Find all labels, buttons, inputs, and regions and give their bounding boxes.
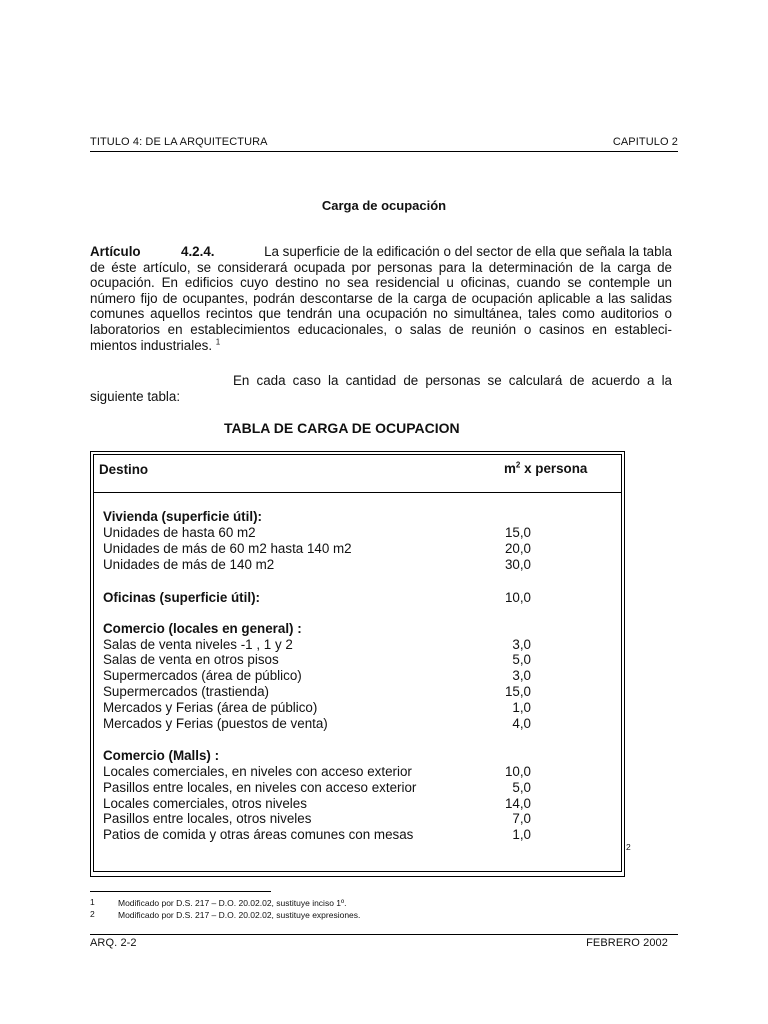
- article-label: Artículo: [90, 244, 141, 259]
- row-value: 15,0: [504, 684, 531, 699]
- row-value: 30,0: [504, 557, 531, 572]
- column-header-persona: x persona: [520, 461, 588, 476]
- article-line: mientos industriales.: [90, 337, 213, 353]
- section-title: Carga de ocupación: [321, 198, 447, 213]
- column-header-m-sup: 2: [515, 460, 521, 470]
- row-label: Pasillos entre locales, en niveles con acceso exterior: [103, 780, 417, 795]
- table-title: TABLA DE CARGA DE OCUPACION: [224, 420, 460, 436]
- row-label: Comercio (locales en general) :: [103, 621, 302, 636]
- article-paragraph: [90, 244, 672, 353]
- footer-left: ARQ. 2-2: [90, 937, 137, 949]
- running-header-left: TITULO 4: DE LA ARQUITECTURA: [90, 136, 268, 148]
- row-label: Mercados y Ferias (área de público): [103, 700, 318, 715]
- row-label: Pasillos entre locales, otros niveles: [103, 811, 312, 826]
- row-label: Vivienda (superficie útil):: [103, 509, 262, 524]
- row-value: 1,0: [512, 700, 531, 715]
- row-label: Mercados y Ferias (puestos de venta): [103, 716, 328, 731]
- article-line: laboratorios en establecimientos educacionales, o salas de reunión o casinos en estableci-: [90, 321, 672, 337]
- row-label: Salas de venta niveles -1 , 1 y 2: [103, 637, 293, 652]
- row-label: Oficinas (superficie útil):: [103, 590, 260, 605]
- footnote-ref-1[interactable]: 1: [215, 337, 221, 347]
- row-label: Comercio (Malls) :: [103, 748, 220, 763]
- row-label: Unidades de más de 60 m2 hasta 140 m2: [103, 541, 352, 556]
- row-value: 10,0: [504, 590, 531, 605]
- row-value: 5,0: [512, 780, 531, 795]
- row-label: Locales comerciales, en niveles con acceso exterior: [103, 764, 412, 779]
- row-label: Salas de venta en otros pisos: [103, 652, 279, 667]
- side-footnote-ref-2[interactable]: 2: [626, 842, 631, 852]
- footer-rule: [90, 934, 678, 935]
- paragraph-2-line-2: siguiente tabla:: [90, 389, 181, 404]
- row-value: 20,0: [504, 541, 531, 556]
- row-value: 1,0: [512, 827, 531, 842]
- row-value: 3,0: [512, 637, 531, 652]
- footnote-number-1: 1: [90, 897, 95, 907]
- row-value: 15,0: [504, 525, 531, 540]
- header-rule: [90, 151, 678, 152]
- article-line: número fijo de ocupantes, podrán descontarse de la carga de ocupación aplicable a las salidas: [90, 290, 672, 306]
- footnote-rule: [90, 891, 271, 892]
- footnote-number-2: 2: [90, 909, 95, 919]
- row-label: Unidades de hasta 60 m2: [103, 525, 256, 540]
- row-label: Supermercados (área de público): [103, 668, 302, 683]
- article-first-line: [90, 244, 672, 260]
- row-label: Locales comerciales, otros niveles: [103, 796, 307, 811]
- footer-right: FEBRERO 2002: [586, 937, 668, 949]
- row-value: 4,0: [512, 716, 531, 731]
- row-label: Patios de comida y otras áreas comunes con mesas: [103, 827, 414, 842]
- article-line: de éste artículo, se considerará ocupada por personas para la determinación de la carga de: [90, 259, 672, 275]
- row-value: 7,0: [512, 811, 531, 826]
- row-label: Unidades de más de 140 m2: [103, 557, 275, 572]
- article-last-line: [90, 338, 672, 354]
- row-value: 5,0: [512, 652, 531, 667]
- row-label: Supermercados (trastienda): [103, 684, 269, 699]
- row-value: 3,0: [512, 668, 531, 683]
- row-value: 14,0: [504, 796, 531, 811]
- footnote-text-1: Modificado por D.S. 217 – D.O. 20.02.02, sustituye inciso 1º.: [118, 898, 347, 908]
- article-number: 4.2.4.: [181, 244, 215, 259]
- running-header-right: CAPITULO 2: [612, 136, 678, 148]
- footnote-text-2: Modificado por D.S. 217 – D.O. 20.02.02, sustituye expresiones.: [118, 910, 361, 920]
- paragraph-2-line-1: En cada caso la cantidad de personas se calculará de acuerdo a la: [233, 373, 672, 388]
- column-header-m: m: [504, 461, 516, 476]
- article-line: ocupación. En edificios cuyo destino no sea residencial u oficinas, cuando se contemple un: [90, 275, 672, 291]
- article-line: comunes aquellos recintos que tendrán una ocupación no simultánea, tales como auditorios o: [90, 306, 672, 322]
- row-value: 10,0: [504, 764, 531, 779]
- article-line: La superficie de la edificación o del sector de ella que señala la tabla: [264, 244, 672, 259]
- column-header-destino: Destino: [99, 462, 149, 477]
- column-header-area: [504, 461, 587, 476]
